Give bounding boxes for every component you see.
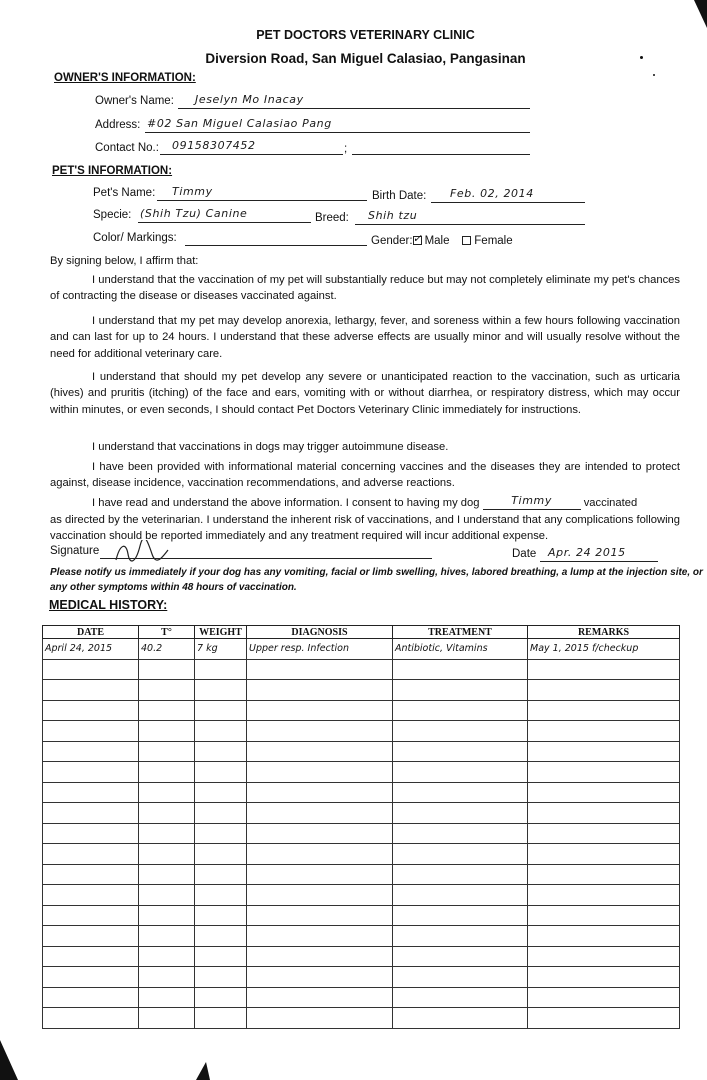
birth-date-label: Birth Date: bbox=[372, 190, 427, 202]
table-row bbox=[43, 762, 680, 783]
cell-diagnosis[interactable] bbox=[247, 987, 393, 1008]
cell-diagnosis[interactable] bbox=[247, 680, 393, 701]
pet-name-value: Timmy bbox=[172, 185, 213, 198]
date-line bbox=[540, 561, 658, 562]
cell-date: April 24, 2015 bbox=[43, 639, 139, 660]
cell-remarks[interactable] bbox=[528, 762, 680, 783]
owner-contact-line-2 bbox=[352, 154, 530, 155]
owner-contact-value: 09158307452 bbox=[172, 139, 256, 152]
table-row bbox=[43, 905, 680, 926]
table-row bbox=[43, 782, 680, 803]
cell-treatment[interactable] bbox=[393, 823, 528, 844]
date-value: Apr. 24 2015 bbox=[548, 546, 626, 559]
pet-name-label: Pet's Name: bbox=[93, 187, 156, 199]
cell-date[interactable] bbox=[43, 659, 139, 680]
cell-weight[interactable] bbox=[195, 680, 247, 701]
cell-weight[interactable] bbox=[195, 823, 247, 844]
cell-weight[interactable] bbox=[195, 885, 247, 906]
clinic-address: Diversion Road, San Miguel Calasiao, Pangasinan bbox=[205, 51, 526, 66]
cell-weight[interactable] bbox=[195, 967, 247, 988]
breed-line bbox=[355, 224, 585, 225]
cell-remarks[interactable] bbox=[528, 659, 680, 680]
table-row bbox=[43, 864, 680, 885]
cell-temp: 40.2 bbox=[139, 639, 195, 660]
birth-date-value: Feb. 02, 2014 bbox=[450, 187, 534, 200]
medical-history-table bbox=[42, 625, 680, 1029]
cell-remarks[interactable] bbox=[528, 967, 680, 988]
cell-treatment[interactable] bbox=[393, 926, 528, 947]
owner-section-title: OWNER'S INFORMATION: bbox=[54, 72, 196, 84]
cell-treatment[interactable] bbox=[393, 905, 528, 926]
cell-weight[interactable] bbox=[195, 926, 247, 947]
table-row bbox=[43, 967, 680, 988]
consent-paragraph-2: I understand that my pet may develop anorexia, lethargy, fever, and soreness within a few hours following vaccination and can last for up to 24 hours. I understand that these adverse effects are usually minor and will usually resolve without the need for additional veterinary care. bbox=[50, 315, 680, 360]
cell-remarks[interactable] bbox=[528, 721, 680, 742]
cell-temp[interactable] bbox=[139, 823, 195, 844]
cell-treatment: Antibiotic, Vitamins bbox=[393, 639, 528, 660]
cell-diagnosis[interactable] bbox=[247, 905, 393, 926]
scan-edge-shadow bbox=[688, 0, 707, 30]
table-row bbox=[43, 987, 680, 1008]
table-row bbox=[43, 680, 680, 701]
cell-temp[interactable] bbox=[139, 803, 195, 824]
male-check-mark: ✓ bbox=[412, 233, 422, 246]
cell-temp[interactable] bbox=[139, 864, 195, 885]
cell-temp[interactable] bbox=[139, 659, 195, 680]
color-markings-line bbox=[185, 245, 367, 246]
breed-value: Shih tzu bbox=[368, 209, 418, 222]
cell-weight[interactable] bbox=[195, 721, 247, 742]
cell-date[interactable] bbox=[43, 946, 139, 967]
cell-treatment[interactable] bbox=[393, 700, 528, 721]
cell-diagnosis[interactable] bbox=[247, 946, 393, 967]
cell-remarks[interactable] bbox=[528, 1008, 680, 1029]
breed-label: Breed: bbox=[315, 212, 349, 224]
cell-date[interactable] bbox=[43, 680, 139, 701]
cell-date[interactable] bbox=[43, 844, 139, 865]
cell-date[interactable] bbox=[43, 803, 139, 824]
cell-remarks[interactable] bbox=[528, 782, 680, 803]
scan-speck bbox=[640, 56, 643, 59]
cell-weight[interactable] bbox=[195, 987, 247, 1008]
cell-weight[interactable] bbox=[195, 782, 247, 803]
cell-weight[interactable] bbox=[195, 659, 247, 680]
cell-diagnosis[interactable] bbox=[247, 864, 393, 885]
table-row bbox=[43, 844, 680, 865]
table-row bbox=[43, 639, 680, 660]
cell-date[interactable] bbox=[43, 905, 139, 926]
cell-weight[interactable] bbox=[195, 741, 247, 762]
gender-text: Gender: bbox=[371, 235, 413, 247]
cell-temp[interactable] bbox=[139, 905, 195, 926]
owner-address-value: #02 San Miguel Calasiao Pang bbox=[147, 117, 332, 130]
contact-separator: ; bbox=[344, 143, 348, 155]
cell-date[interactable] bbox=[43, 885, 139, 906]
dog-name-value: Timmy bbox=[511, 494, 552, 507]
cell-temp[interactable] bbox=[139, 680, 195, 701]
cell-remarks[interactable] bbox=[528, 741, 680, 762]
signature-scribble bbox=[112, 540, 172, 566]
cell-treatment[interactable] bbox=[393, 741, 528, 762]
cell-remarks[interactable] bbox=[528, 905, 680, 926]
cell-temp[interactable] bbox=[139, 700, 195, 721]
table-row bbox=[43, 803, 680, 824]
cell-remarks[interactable] bbox=[528, 803, 680, 824]
owner-contact-label: Contact No.: bbox=[95, 142, 159, 154]
cell-diagnosis[interactable] bbox=[247, 782, 393, 803]
table-row bbox=[43, 721, 680, 742]
cell-treatment[interactable] bbox=[393, 680, 528, 701]
cell-weight[interactable] bbox=[195, 844, 247, 865]
cell-remarks[interactable] bbox=[528, 700, 680, 721]
cell-temp[interactable] bbox=[139, 782, 195, 803]
consent-p6-start: I have read and understand the above information. I consent to having my dog bbox=[92, 497, 480, 509]
cell-diagnosis[interactable] bbox=[247, 885, 393, 906]
cell-temp[interactable] bbox=[139, 1008, 195, 1029]
specie-label: Specie: bbox=[93, 209, 132, 221]
owner-name-value: Jeselyn Mo Inacay bbox=[195, 93, 304, 106]
consent-p6-end: vaccinated bbox=[583, 497, 638, 509]
cell-date[interactable] bbox=[43, 741, 139, 762]
cell-remarks[interactable] bbox=[528, 946, 680, 967]
scan-corner-shadow bbox=[0, 1040, 22, 1080]
cell-remarks[interactable] bbox=[528, 987, 680, 1008]
male-checkbox[interactable] bbox=[412, 233, 422, 246]
table-row bbox=[43, 659, 680, 680]
gender-label bbox=[371, 235, 513, 247]
medical-history-title: MEDICAL HISTORY: bbox=[49, 598, 168, 612]
cell-diagnosis[interactable] bbox=[247, 844, 393, 865]
consent-paragraph-6-cont: as directed by the veterinarian. I understand the inherent risk of vaccinations, and I understand that any complications following vaccination should be reported immediately and any treatment required will incur additional expense. bbox=[50, 514, 680, 543]
table-header-row bbox=[43, 626, 680, 639]
cell-remarks[interactable] bbox=[528, 844, 680, 865]
consent-paragraph-4: I understand that vaccinations in dogs may trigger autoimmune disease. bbox=[92, 441, 449, 453]
table-row bbox=[43, 926, 680, 947]
table-row bbox=[43, 741, 680, 762]
cell-temp[interactable] bbox=[139, 926, 195, 947]
cell-weight: 7 kg bbox=[195, 639, 247, 660]
cell-date[interactable] bbox=[43, 823, 139, 844]
cell-weight[interactable] bbox=[195, 803, 247, 824]
table-row bbox=[43, 946, 680, 967]
consent-paragraph-5: I have been provided with informational material concerning vaccines and the diseases they are intended to protect against, disease incidence, vaccination recommendations, and adverse reactions. bbox=[50, 461, 680, 490]
clinic-name: PET DOCTORS VETERINARY CLINIC bbox=[256, 28, 475, 42]
cell-date[interactable] bbox=[43, 700, 139, 721]
cell-temp[interactable] bbox=[139, 762, 195, 783]
cell-remarks[interactable] bbox=[528, 864, 680, 885]
cell-treatment[interactable] bbox=[393, 762, 528, 783]
cell-temp[interactable] bbox=[139, 946, 195, 967]
cell-diagnosis[interactable] bbox=[247, 967, 393, 988]
owner-name-line bbox=[178, 108, 530, 109]
cell-diagnosis[interactable] bbox=[247, 741, 393, 762]
cell-treatment[interactable] bbox=[393, 864, 528, 885]
cell-diagnosis[interactable] bbox=[247, 700, 393, 721]
cell-treatment[interactable] bbox=[393, 844, 528, 865]
consent-paragraph-3: I understand that should my pet develop any severe or unanticipated reaction to the vaccination, such as urticaria (hives) and pruritis (itching) of the face and ears, vomiting with or without diarrhea, or respiratory distress, which may occur within minutes, or even seconds, I should contact Pet Doctors Veterinary Clinic immediately for instructions. bbox=[50, 371, 680, 416]
table-row bbox=[43, 885, 680, 906]
cell-date[interactable] bbox=[43, 926, 139, 947]
cell-date[interactable] bbox=[43, 967, 139, 988]
date-label: Date bbox=[512, 548, 537, 560]
cell-diagnosis[interactable] bbox=[247, 721, 393, 742]
cell-temp[interactable] bbox=[139, 885, 195, 906]
cell-treatment[interactable] bbox=[393, 721, 528, 742]
cell-remarks: May 1, 2015 f/checkup bbox=[528, 639, 680, 660]
cell-diagnosis[interactable] bbox=[247, 762, 393, 783]
table-row bbox=[43, 823, 680, 844]
cell-diagnosis[interactable] bbox=[247, 803, 393, 824]
specie-value: (Shih Tzu) Canine bbox=[140, 207, 248, 220]
cell-temp[interactable] bbox=[139, 844, 195, 865]
cell-date[interactable] bbox=[43, 864, 139, 885]
cell-weight[interactable] bbox=[195, 905, 247, 926]
col-remarks: REMARKS bbox=[528, 626, 680, 639]
cell-diagnosis[interactable] bbox=[247, 926, 393, 947]
signature-label: Signature bbox=[50, 545, 100, 557]
cell-diagnosis[interactable] bbox=[247, 823, 393, 844]
consent-paragraph-6-line bbox=[92, 495, 692, 512]
col-date: DATE bbox=[43, 626, 139, 639]
cell-date[interactable] bbox=[43, 721, 139, 742]
cell-temp[interactable] bbox=[139, 741, 195, 762]
cell-temp[interactable] bbox=[139, 721, 195, 742]
female-label: Female bbox=[474, 235, 513, 247]
cell-diagnosis[interactable] bbox=[247, 659, 393, 680]
owner-contact-line-1 bbox=[160, 154, 343, 155]
owner-address-line bbox=[145, 132, 530, 133]
col-diagnosis: DIAGNOSIS bbox=[247, 626, 393, 639]
female-checkbox[interactable] bbox=[462, 236, 471, 245]
cell-weight[interactable] bbox=[195, 864, 247, 885]
cell-weight[interactable] bbox=[195, 946, 247, 967]
cell-remarks[interactable] bbox=[528, 680, 680, 701]
cell-remarks[interactable] bbox=[528, 823, 680, 844]
cell-remarks[interactable] bbox=[528, 885, 680, 906]
cell-temp[interactable] bbox=[139, 987, 195, 1008]
cell-diagnosis: Upper resp. Infection bbox=[247, 639, 393, 660]
col-temp: T° bbox=[139, 626, 195, 639]
cell-weight[interactable] bbox=[195, 762, 247, 783]
pet-name-line bbox=[157, 200, 367, 201]
cell-date[interactable] bbox=[43, 762, 139, 783]
cell-treatment[interactable] bbox=[393, 782, 528, 803]
pet-section-title: PET'S INFORMATION: bbox=[52, 165, 173, 177]
col-weight: WEIGHT bbox=[195, 626, 247, 639]
specie-line bbox=[138, 222, 311, 223]
color-markings-label: Color/ Markings: bbox=[93, 232, 177, 244]
cell-treatment[interactable] bbox=[393, 967, 528, 988]
col-treatment: TREATMENT bbox=[393, 626, 528, 639]
table-row bbox=[43, 1008, 680, 1029]
cell-treatment[interactable] bbox=[393, 659, 528, 680]
cell-treatment[interactable] bbox=[393, 946, 528, 967]
male-label: Male bbox=[424, 235, 450, 247]
cell-temp[interactable] bbox=[139, 967, 195, 988]
cell-treatment[interactable] bbox=[393, 987, 528, 1008]
cell-remarks[interactable] bbox=[528, 926, 680, 947]
cell-date[interactable] bbox=[43, 1008, 139, 1029]
table-row bbox=[43, 700, 680, 721]
cell-weight[interactable] bbox=[195, 1008, 247, 1029]
scan-bottom-mark bbox=[196, 1062, 210, 1080]
cell-date[interactable] bbox=[43, 782, 139, 803]
owner-name-label: Owner's Name: bbox=[95, 95, 174, 107]
birth-date-line bbox=[431, 202, 585, 203]
cell-treatment[interactable] bbox=[393, 1008, 528, 1029]
owner-address-label: Address: bbox=[95, 119, 141, 131]
consent-paragraph-1: I understand that the vaccination of my pet will substantially reduce but may not completely eliminate my pet's chances of contracting the disease or diseases vaccinated against. bbox=[50, 274, 680, 303]
cell-treatment[interactable] bbox=[393, 803, 528, 824]
notice-text: Please notify us immediately if your dog has any vomiting, facial or limb swelling, hives, labored breathing, a lump at the injection site, or any other symptoms within 48 hours of vaccination. bbox=[50, 567, 703, 593]
cell-weight[interactable] bbox=[195, 700, 247, 721]
consent-intro: By signing below, I affirm that: bbox=[50, 255, 199, 267]
cell-treatment[interactable] bbox=[393, 885, 528, 906]
cell-diagnosis[interactable] bbox=[247, 1008, 393, 1029]
dog-name-blank bbox=[483, 493, 581, 510]
cell-date[interactable] bbox=[43, 987, 139, 1008]
scan-speck bbox=[653, 74, 655, 76]
